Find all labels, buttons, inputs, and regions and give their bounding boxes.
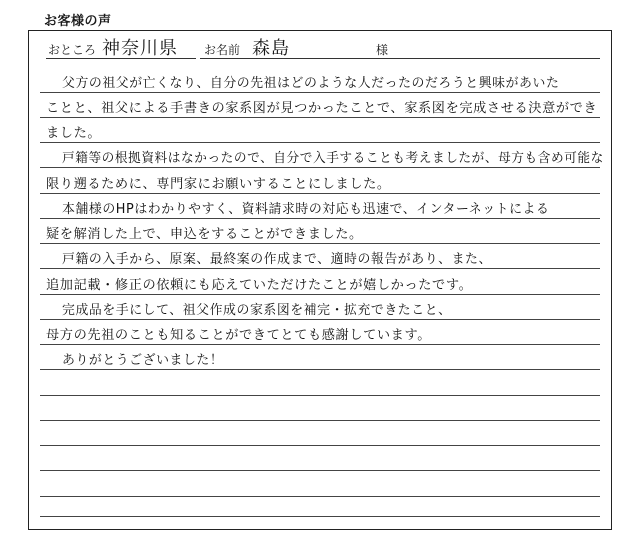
body-line: 父方の祖父が亡くなり、自分の先祖はどのような人だったのだろうと興味があいた <box>62 76 560 91</box>
ruled-line <box>40 496 600 497</box>
body-line: 本舗様のHPはわかりやすく、資料請求時の対応も迅速で、インターネットによる <box>62 202 550 217</box>
ruled-line <box>40 395 600 396</box>
address-underline <box>46 58 196 59</box>
ruled-line <box>40 294 600 295</box>
body-line: 限り遡るために、専門家にお願いすることにしました。 <box>46 177 391 192</box>
name-value: 森島 <box>252 38 290 59</box>
ruled-line <box>40 142 600 143</box>
ruled-line <box>40 268 600 269</box>
name-underline <box>200 58 600 59</box>
body-line: 疑を解消した上で、申込をすることができました。 <box>46 227 363 242</box>
body-line: ました。 <box>46 126 102 141</box>
ruled-line <box>40 420 600 421</box>
body-line: ありがとうございました！ <box>62 353 224 368</box>
form-heading: お客様の声 <box>44 14 112 29</box>
ruled-line <box>40 470 600 471</box>
ruled-line <box>40 369 600 370</box>
ruled-line <box>40 516 600 517</box>
header-row <box>28 30 612 64</box>
ruled-line <box>40 92 600 93</box>
body-line: 母方の先祖のことも知ることができてとても感謝しています。 <box>46 328 431 343</box>
body-line: 戸籍の入手から、原案、最終案の作成まで、適時の報告があり、また、 <box>62 252 492 267</box>
ruled-line <box>40 319 600 320</box>
name-label: お名前 <box>204 43 241 57</box>
body-line: 追加記載・修正の依頼にも応えていただけたことが嬉しかったです。 <box>46 278 473 293</box>
body-line: 完成品を手にして、祖父作成の家系図を補完・拡充できたこと、 <box>62 303 452 318</box>
ruled-line <box>40 167 600 168</box>
ruled-line <box>40 344 600 345</box>
body-line: ことと、祖父による手書きの家系図が見つかったことで、家系図を完成させる決意ができ <box>46 101 598 116</box>
address-label: おところ <box>48 43 97 57</box>
ruled-line <box>40 117 600 118</box>
ruled-line <box>40 193 600 194</box>
ruled-line <box>40 218 600 219</box>
body-line: 戸籍等の根拠資料はなかったので、自分で入手することも考えましたが、母方も含め可能な <box>62 151 604 166</box>
ruled-line <box>40 445 600 446</box>
ruled-line <box>40 243 600 244</box>
address-value: 神奈川県 <box>102 38 178 59</box>
honorific-label: 様 <box>376 43 389 57</box>
